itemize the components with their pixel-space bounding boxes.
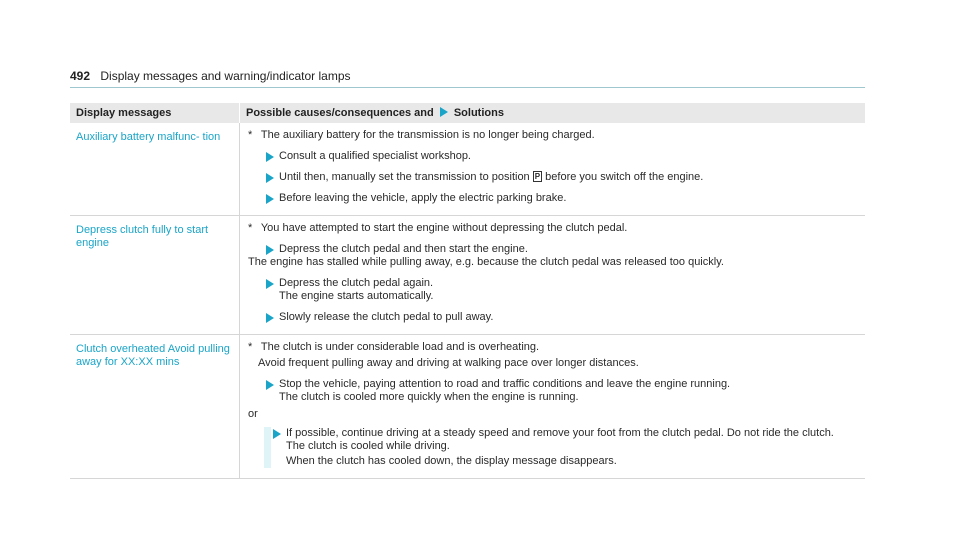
step-text: Before leaving the vehicle, apply the electric parking brake. bbox=[279, 192, 567, 204]
message-cell bbox=[70, 216, 240, 335]
arrow-right-icon bbox=[266, 313, 274, 323]
solution-step bbox=[248, 311, 859, 324]
arrow-right-icon bbox=[440, 107, 448, 117]
solution-step bbox=[248, 378, 859, 404]
message-cell bbox=[70, 123, 240, 216]
solution-step bbox=[248, 243, 859, 256]
step-text: If possible, continue driving at a steady speed and remove your foot from the clutch pedal. Do not ride the clutch. bbox=[286, 427, 834, 439]
solution-step bbox=[248, 277, 859, 303]
column-header-solutions-label: Solutions bbox=[453, 107, 504, 119]
step-note: The clutch is cooled more quickly when the engine is running. bbox=[279, 391, 579, 403]
solution-step bbox=[248, 171, 859, 184]
arrow-right-icon bbox=[266, 279, 274, 289]
page-title: Display messages and warning/indicator lamps bbox=[100, 69, 351, 83]
step-text: Depress the clutch pedal again. bbox=[279, 277, 434, 289]
page-number: 492 bbox=[70, 69, 91, 83]
column-header-causes: Possible causes/consequences and bbox=[246, 107, 434, 119]
page-header bbox=[70, 69, 865, 88]
cause-text: The clutch is under considerable load and is overheating. bbox=[260, 341, 540, 353]
arrow-right-icon bbox=[273, 429, 281, 439]
solution-step bbox=[248, 192, 859, 205]
step-highlight-bar bbox=[264, 427, 859, 468]
arrow-right-icon bbox=[266, 152, 274, 162]
display-messages-table bbox=[70, 103, 865, 479]
step-text: Slowly release the clutch pedal to pull away. bbox=[279, 311, 494, 323]
solution-step bbox=[248, 150, 859, 163]
solution-cell bbox=[240, 216, 866, 335]
step-text: Stop the vehicle, paying attention to road and traffic conditions and leave the engine running. bbox=[279, 378, 731, 390]
asterisk: * bbox=[248, 341, 253, 353]
solution-cell bbox=[240, 335, 866, 479]
solution-step bbox=[271, 427, 859, 468]
cause-text-2: Avoid frequent pulling away and driving at walking pace over longer distances. bbox=[258, 357, 639, 369]
cause-text: The auxiliary battery for the transmission is no longer being charged. bbox=[260, 129, 595, 141]
column-header-solutions bbox=[240, 103, 866, 123]
step-text-continued: before you switch off the engine. bbox=[545, 171, 704, 183]
table-header-row bbox=[70, 103, 865, 123]
asterisk: * bbox=[248, 129, 253, 141]
message-text: Auxiliary battery malfunc- tion bbox=[76, 131, 221, 143]
arrow-right-icon bbox=[266, 380, 274, 390]
message-cell bbox=[70, 335, 240, 479]
step-text: Until then, manually set the transmission to position bbox=[279, 171, 530, 183]
message-text: Clutch overheated Avoid pulling away for XX:XX mins bbox=[76, 343, 230, 368]
step-note-2: When the clutch has cooled down, the display message disappears. bbox=[286, 455, 617, 467]
column-header-messages: Display messages bbox=[70, 103, 240, 123]
note-text: The engine has stalled while pulling away, e.g. because the clutch pedal was released too quickly. bbox=[248, 256, 724, 268]
table-row bbox=[70, 335, 865, 479]
message-text: Depress clutch fully to start engine bbox=[76, 224, 209, 249]
step-text: Depress the clutch pedal and then start the engine. bbox=[279, 243, 528, 255]
arrow-right-icon bbox=[266, 245, 274, 255]
park-position-icon: P bbox=[534, 172, 541, 181]
arrow-right-icon bbox=[266, 173, 274, 183]
step-note: The clutch is cooled while driving. bbox=[286, 440, 450, 452]
asterisk: * bbox=[248, 222, 253, 234]
table-row bbox=[70, 123, 865, 216]
step-text: Consult a qualified specialist workshop. bbox=[279, 150, 471, 162]
step-note: The engine starts automatically. bbox=[279, 290, 434, 302]
cause-text: You have attempted to start the engine without depressing the clutch pedal. bbox=[260, 222, 628, 234]
solution-cell bbox=[240, 123, 866, 216]
arrow-right-icon bbox=[266, 194, 274, 204]
table-row bbox=[70, 216, 865, 335]
or-text: or bbox=[248, 408, 258, 420]
